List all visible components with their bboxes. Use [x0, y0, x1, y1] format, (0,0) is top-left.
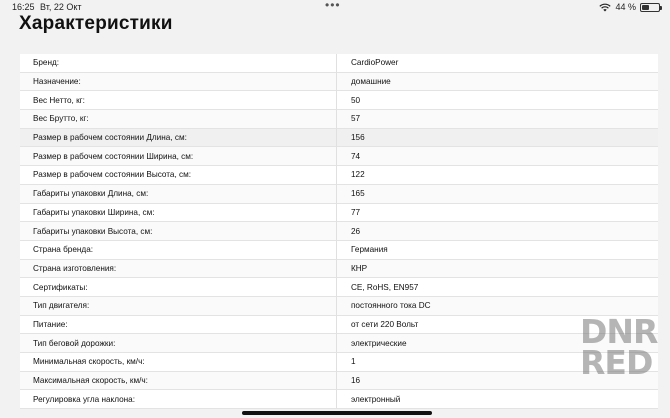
spec-value: электронный	[337, 390, 658, 409]
spec-value: CE, RoHS, EN957	[337, 278, 658, 297]
spec-label: Страна изготовления:	[20, 260, 337, 279]
spec-label: Размер в рабочем состоянии Длина, см:	[20, 129, 337, 148]
status-indicators	[599, 2, 660, 12]
spec-value: постоянного тока DC	[337, 297, 658, 316]
spec-label: Размер в рабочем состоянии Высота, см:	[20, 166, 337, 185]
spec-row	[20, 91, 658, 110]
home-indicator[interactable]	[242, 411, 432, 415]
spec-row	[20, 73, 658, 92]
watermark-logo	[580, 312, 660, 398]
spec-row	[20, 185, 658, 204]
spec-row	[20, 334, 658, 353]
spec-table	[20, 54, 658, 409]
watermark-line-2: RED	[580, 343, 653, 382]
spec-value: 57	[337, 110, 658, 129]
spec-value: 165	[337, 185, 658, 204]
spec-row	[20, 278, 658, 297]
spec-row	[20, 353, 658, 372]
status-time: 16:25	[12, 2, 35, 12]
spec-value: КНР	[337, 260, 658, 279]
spec-label: Питание:	[20, 316, 337, 335]
spec-label: Регулировка угла наклона:	[20, 390, 337, 409]
battery-percent: 44 %	[615, 2, 636, 12]
spec-label: Минимальная скорость, км/ч:	[20, 353, 337, 372]
spec-label: Тип двигателя:	[20, 297, 337, 316]
spec-label: Габариты упаковки Высота, см:	[20, 222, 337, 241]
spec-value: домашние	[337, 73, 658, 92]
spec-value: 77	[337, 204, 658, 223]
spec-value: 50	[337, 91, 658, 110]
spec-label: Размер в рабочем состоянии Ширина, см:	[20, 147, 337, 166]
battery-icon	[640, 3, 660, 12]
spec-label: Бренд:	[20, 54, 337, 73]
spec-row	[20, 110, 658, 129]
spec-label: Максимальная скорость, км/ч:	[20, 372, 337, 391]
spec-label: Страна бренда:	[20, 241, 337, 260]
spec-row	[20, 54, 658, 73]
spec-row	[20, 372, 658, 391]
spec-label: Тип беговой дорожки:	[20, 334, 337, 353]
spec-value: CardioPower	[337, 54, 658, 73]
spec-label: Назначение:	[20, 73, 337, 92]
spec-row	[20, 147, 658, 166]
spec-label: Вес Брутто, кг:	[20, 110, 337, 129]
spec-value: 16	[337, 372, 658, 391]
spec-row	[20, 316, 658, 335]
spec-value: 122	[337, 166, 658, 185]
spec-row	[20, 260, 658, 279]
multitasking-dots-icon[interactable]: •••	[325, 0, 341, 12]
spec-label: Сертификаты:	[20, 278, 337, 297]
spec-row	[20, 129, 658, 148]
spec-value: 1	[337, 353, 658, 372]
wifi-icon	[599, 3, 611, 12]
spec-value: от сети 220 Вольт	[337, 316, 658, 335]
spec-value: электрические	[337, 334, 658, 353]
spec-row	[20, 166, 658, 185]
watermark-line-1: DNR	[580, 312, 658, 351]
spec-row	[20, 204, 658, 223]
spec-row	[20, 297, 658, 316]
page-title: Характеристики	[19, 13, 173, 34]
spec-value: 156	[337, 129, 658, 148]
spec-row	[20, 390, 658, 409]
spec-label: Габариты упаковки Длина, см:	[20, 185, 337, 204]
spec-label: Вес Нетто, кг:	[20, 91, 337, 110]
spec-value: 26	[337, 222, 658, 241]
spec-row	[20, 241, 658, 260]
spec-value: 74	[337, 147, 658, 166]
spec-label: Габариты упаковки Ширина, см:	[20, 204, 337, 223]
status-bar	[0, 0, 670, 14]
spec-value: Германия	[337, 241, 658, 260]
spec-row	[20, 222, 658, 241]
status-date: Вт, 22 Окт	[40, 2, 82, 12]
